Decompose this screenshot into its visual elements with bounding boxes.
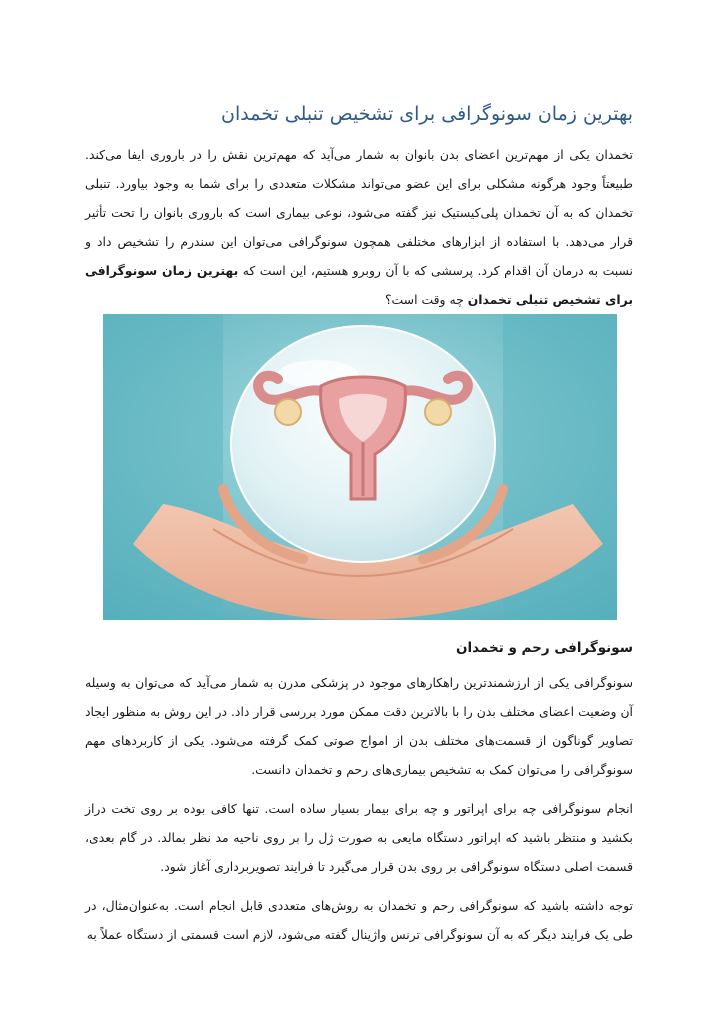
section-paragraph: سونوگرافی یکی از ارزشمندترین راهکارهای موجود در پزشکی مدرن به شمار می‌آید که می‌توان به وسیله آن وضعیت اعضای مختلف بدن را با بالاترین دقت ممکن مورد بررسی قرار داد. در این روش به منظور ایجاد تصاویر گوناگون از قسمت‌های مختلف بدن از امواج صوتی کمک گرفته می‌شود. یکی از کاربردهای مهم سونوگرافی را می‌توان کمک به تشخیص بیماری‌های رحم و تخمدان دانست.	[85, 675, 633, 777]
uterus-in-bubble-illustration	[103, 314, 617, 620]
intro-paragraph	[85, 140, 633, 314]
intro-text-before: تخمدان یکی از مهم‌ترین اعضای بدن بانوان به شمار می‌آید که مهم‌ترین نقش را در باروری ایفا می‌کند. طبیعتاً وجود هرگونه مشکلی برای این عضو می‌تواند مشکلات متعددی را برای شما به وجود بیاورد. تنبلی تخمدان که به آن تخمدان پلی‌کیستیک نیز گفته می‌شود، نوعی بیماری است که باروری بانوان را تحت تأثیر قرار می‌دهد. با استفاده از ابزارهای مختلفی همچون سونوگرافی می‌توان این سندرم را تشخیص داد و نسبت به درمان آن اقدام کرد. پرسشی که با آن روبرو هستیم، این است که	[85, 147, 633, 278]
intro-text-after: چه وقت است؟	[384, 292, 468, 307]
section-paragraph: توجه داشته باشید که سونوگرافی رحم و تخمدان به روش‌های متعددی قابل انجام است. به‌عنوان‌مثال، در طی یک فرایند دیگر که به آن سونوگرافی ترنس واژینال گفته می‌شود، لازم است قسمتی از دستگاه عملاً به	[85, 898, 633, 942]
section-paragraph: انجام سونوگرافی چه برای اپراتور و چه برای بیمار بسیار ساده است. تنها کافی بوده بر روی تخت دراز بکشید و منتظر باشید که اپراتور دستگاه مایعی به صورت ژل را بر روی ناحیه مد نظر بمالد. در گام بعدی، قسمت اصلی دستگاه سونوگرافی بر روی بدن قرار می‌گیرد تا فرایند تصویربرداری آغاز شود.	[85, 801, 633, 874]
article-title: بهترین زمان سونوگرافی برای تشخیص تنبلی تخمدان	[221, 103, 633, 125]
intro-bold-keyword: بهترین زمان سونوگرافی برای تشخیص تنبلی تخمدان	[85, 263, 633, 307]
article-image	[103, 314, 617, 620]
article-intro	[85, 100, 633, 314]
section-heading: سونوگرافی رحم و تخمدان	[455, 640, 633, 656]
ultrasound-section	[85, 636, 633, 949]
